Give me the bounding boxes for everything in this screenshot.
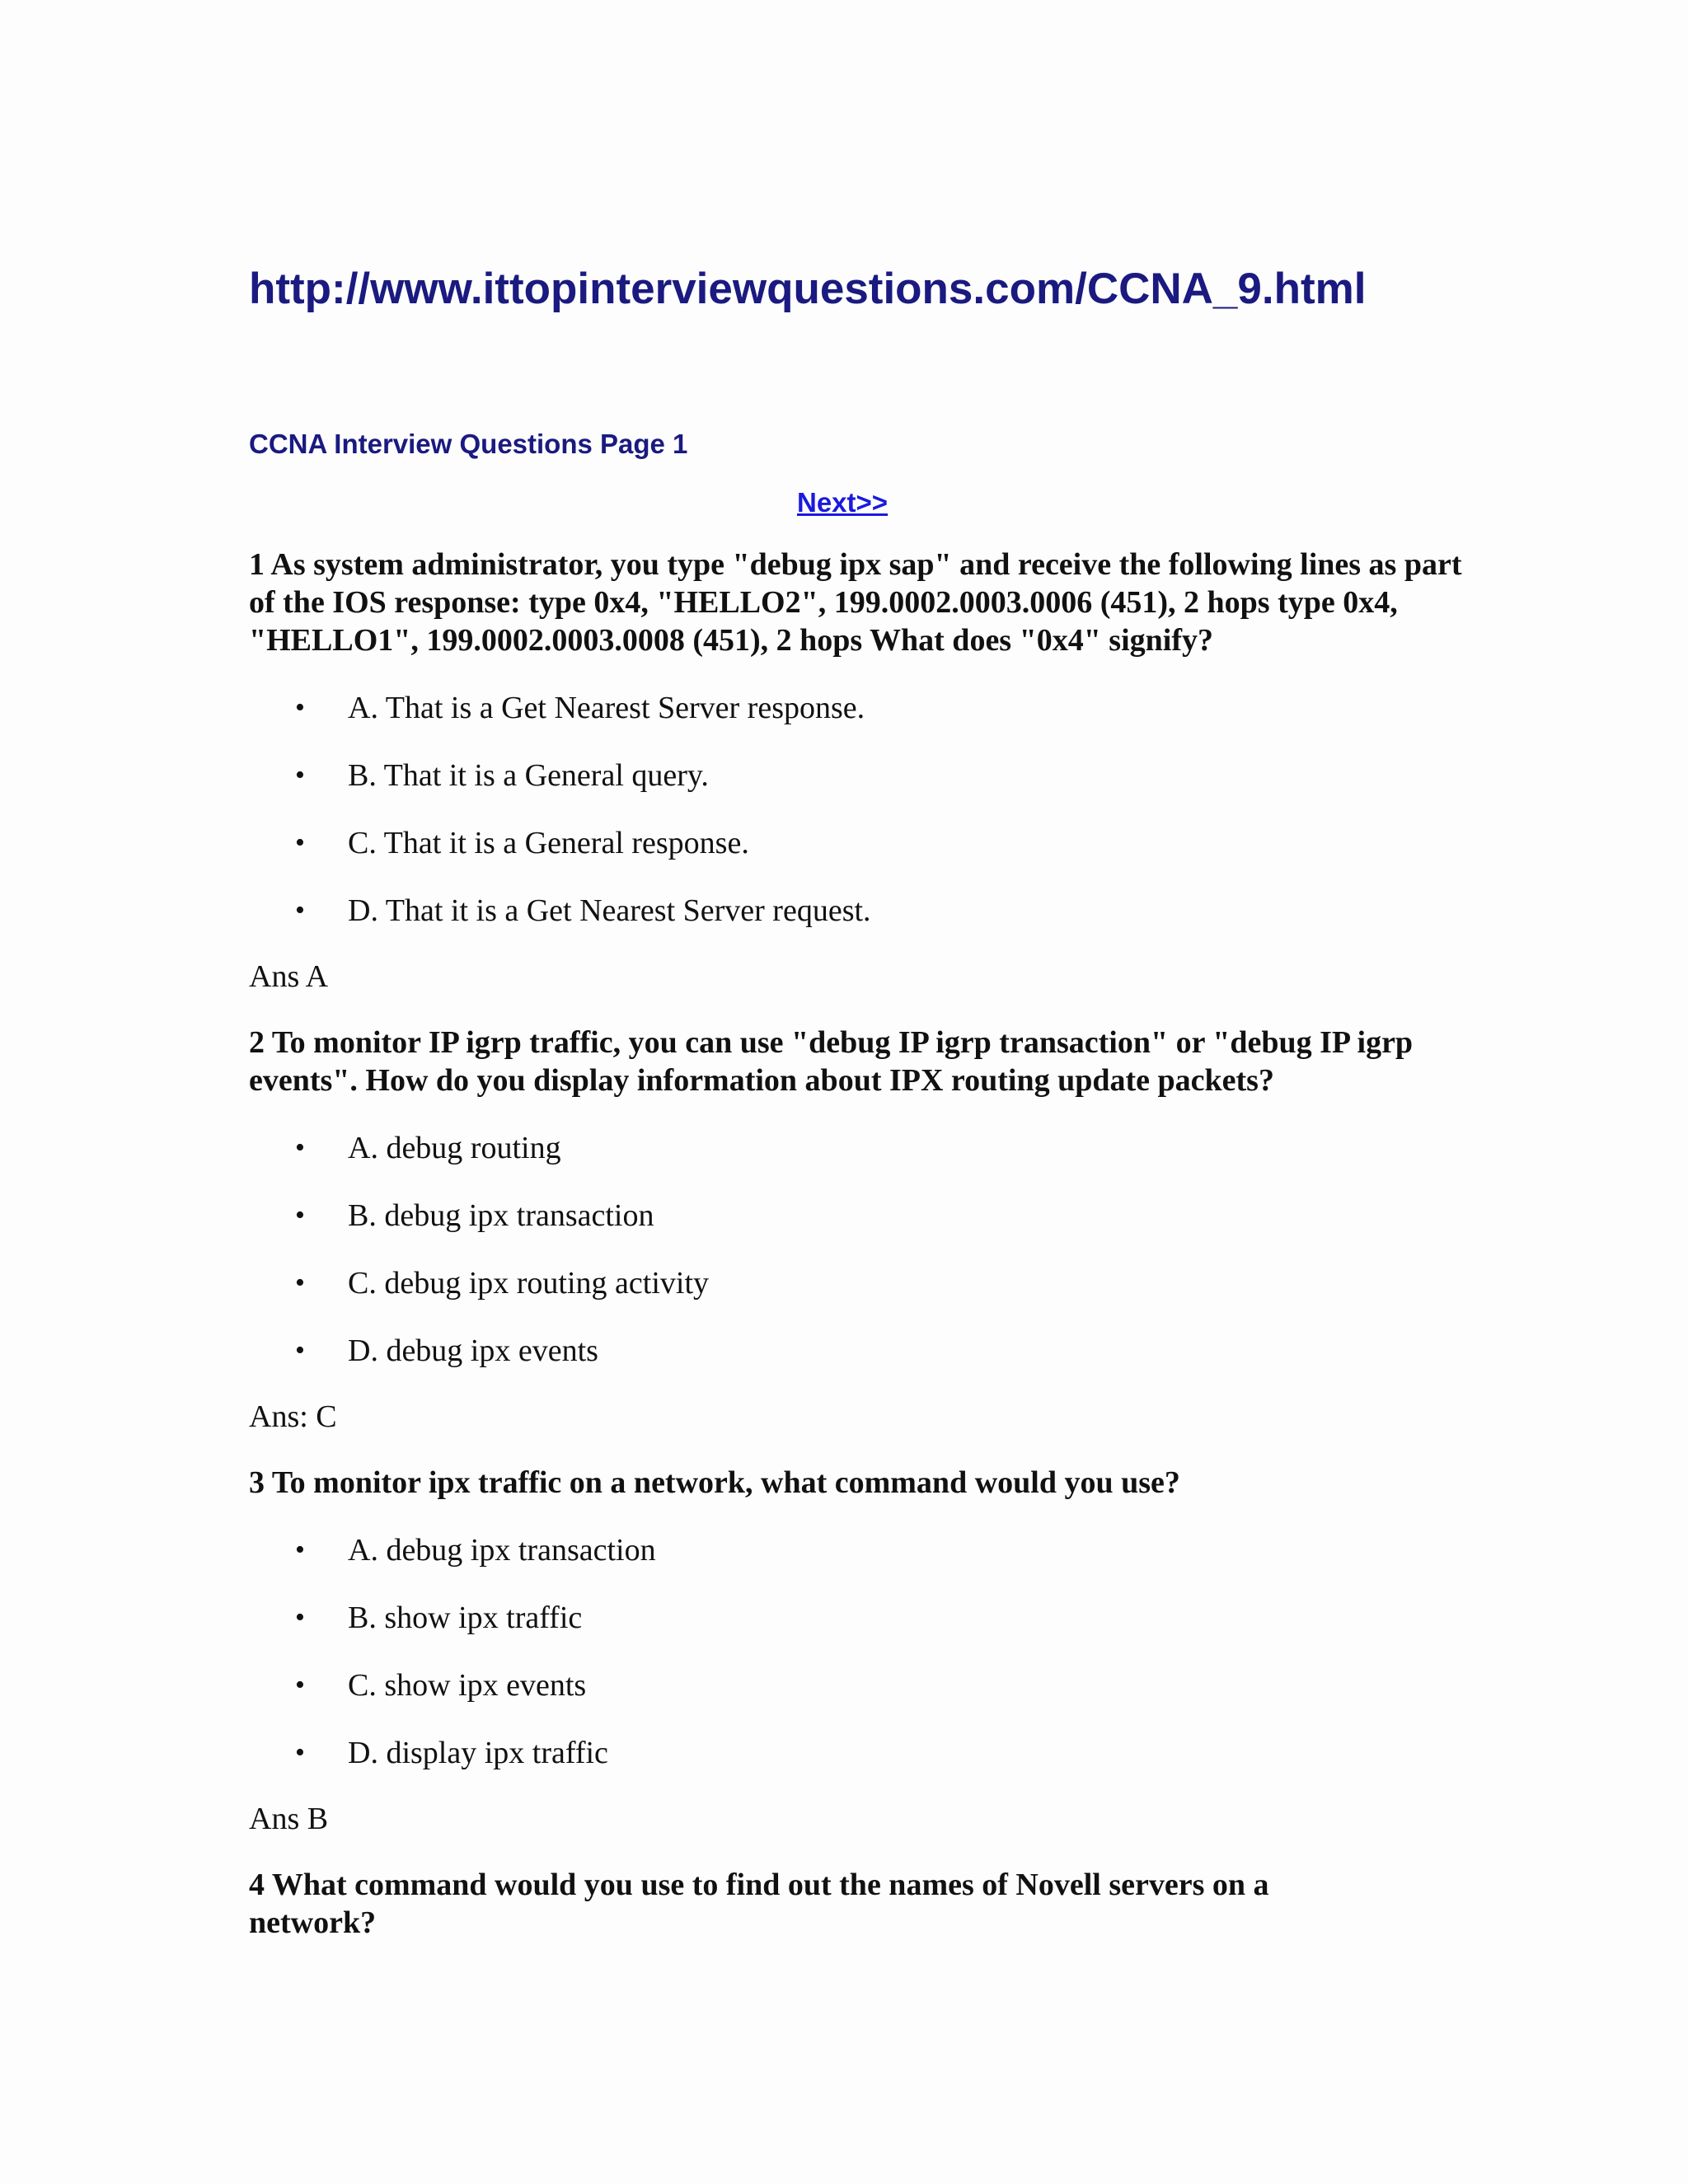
question-1: 1 As system administrator, you type "debug ipx sap" and receive the following lines as part of the IOS response: type 0x4, "HELLO2", 199.0002.0003.0006 (451), 2 hops type 0x4, "HELLO1", 199.0002.0003.0008 (451), 2 hops What does "0x4" signify? [249, 547, 1462, 658]
question-1-options [249, 689, 1469, 930]
bullet-icon: • [295, 895, 305, 926]
bullet-icon: • [295, 1200, 305, 1230]
bullet-icon: • [295, 760, 305, 790]
option-item [249, 824, 1469, 862]
option-label: B. That it is a General query. [348, 758, 709, 793]
option-label: B. debug ipx transaction [348, 1198, 654, 1233]
option-item [249, 1264, 1469, 1302]
answer-1: Ans A [249, 959, 329, 994]
bullet-icon: • [295, 1602, 305, 1633]
bullet-icon: • [295, 1670, 305, 1700]
question-4: 4 What command would you use to find out the names of Novell servers on a network? [249, 1868, 1269, 1940]
option-label: D. debug ipx events [348, 1333, 598, 1368]
bullet-icon: • [295, 1268, 305, 1298]
answer-2: Ans: C [249, 1399, 337, 1434]
next-page-link[interactable]: Next>> [797, 487, 889, 518]
question-2-options [249, 1129, 1469, 1370]
bullet-icon: • [295, 1335, 305, 1366]
option-label: C. That it is a General response. [348, 826, 749, 860]
option-label: C. show ipx events [348, 1668, 587, 1703]
bullet-icon: • [295, 827, 305, 858]
bullet-icon: • [295, 692, 305, 723]
option-label: C. debug ipx routing activity [348, 1266, 710, 1301]
option-item [249, 1197, 1469, 1235]
bullet-icon: • [295, 1132, 305, 1163]
question-2: 2 To monitor IP igrp traffic, you can use "debug IP igrp transaction" or "debug IP igrp events". How do you display information about IPX routing update packets? [249, 1025, 1414, 1098]
option-item [249, 757, 1469, 794]
option-item [249, 1599, 1469, 1637]
question-3-options [249, 1531, 1469, 1772]
option-item [249, 1129, 1469, 1167]
option-item [249, 1666, 1469, 1704]
option-label: A. That is a Get Nearest Server response. [348, 691, 865, 725]
option-label: D. That it is a Get Nearest Server request. [348, 893, 871, 928]
questions-list [249, 546, 1469, 1942]
answer-3: Ans B [249, 1802, 329, 1836]
page-title: CCNA Interview Questions Page 1 [249, 429, 688, 459]
option-label: D. display ipx traffic [348, 1736, 608, 1770]
option-item [249, 1531, 1469, 1569]
bullet-icon: • [295, 1737, 305, 1768]
bullet-icon: • [295, 1535, 305, 1565]
option-item [249, 1734, 1469, 1772]
question-3: 3 To monitor ipx traffic on a network, what command would you use? [249, 1465, 1180, 1500]
option-label: A. debug routing [348, 1131, 561, 1165]
option-item [249, 892, 1469, 930]
option-item [249, 689, 1469, 727]
option-item [249, 1332, 1469, 1370]
option-label: A. debug ipx transaction [348, 1533, 656, 1568]
source-url: http://www.ittopinterviewquestions.com/CCNA_9.html [249, 265, 1367, 313]
option-label: B. show ipx traffic [348, 1601, 583, 1635]
